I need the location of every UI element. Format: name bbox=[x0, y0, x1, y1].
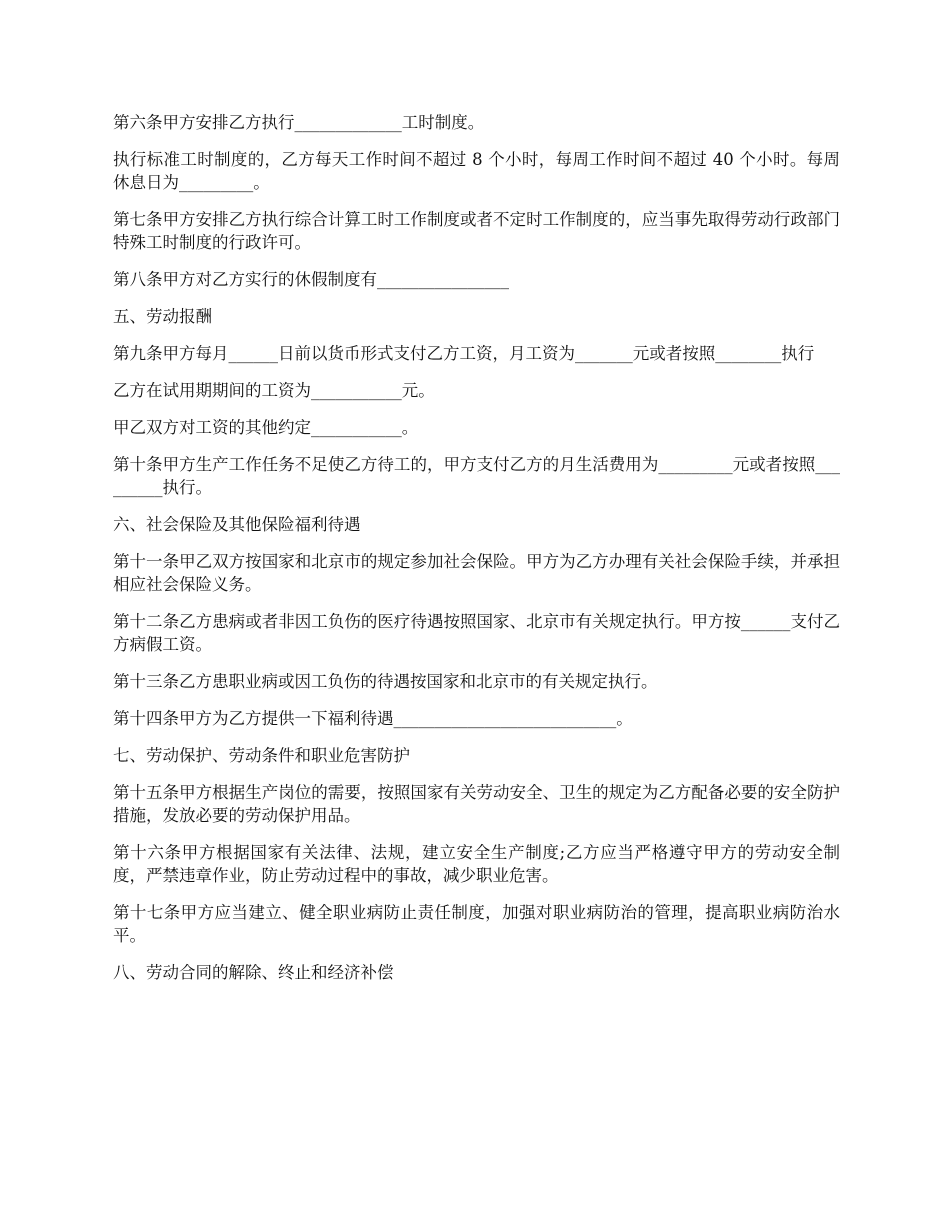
other-wage-agreement-paragraph: 甲乙双方对工资的其他约定___________。 bbox=[113, 418, 419, 437]
document-body bbox=[113, 111, 840, 998]
article-13-occupational-injury: 第十三条乙方患职业病或因工负伤的待遇按国家和北京市的有关规定执行。 bbox=[113, 672, 658, 691]
section-8-heading: 八、劳动合同的解除、终止和经济补偿 bbox=[113, 963, 394, 982]
article-7-special-hours: 第七条甲方安排乙方执行综合计算工时工作制度或者不定时工作制度的，应当事先取得劳动行政部门特殊工时制度的行政许可。 bbox=[113, 210, 840, 252]
article-16-safety-system: 第十六条甲方根据国家有关法律、法规，建立安全生产制度;乙方应当严格遵守甲方的劳动安全制度，严禁违章作业，防止劳动过程中的事故，减少职业危害。 bbox=[113, 843, 840, 885]
article-14-benefits: 第十四条甲方为乙方提供一下福利待遇___________________________。 bbox=[113, 709, 633, 728]
article-9-wages: 第九条甲方每月______日前以货币形式支付乙方工资，月工资为_______元或者按照________执行 bbox=[113, 344, 815, 363]
section-5-heading: 五、劳动报酬 bbox=[113, 307, 212, 326]
article-8-leave-system: 第八条甲方对乙方实行的休假制度有________________ bbox=[113, 270, 509, 289]
article-11-social-insurance: 第十一条甲乙双方按国家和北京市的规定参加社会保险。甲方为乙方办理有关社会保险手续，并承担相应社会保险义务。 bbox=[113, 552, 840, 594]
section-7-heading: 七、劳动保护、劳动条件和职业危害防护 bbox=[113, 746, 410, 765]
article-6-work-hours: 第六条甲方安排乙方执行_____________工时制度。 bbox=[113, 113, 485, 132]
article-15-protective-equipment: 第十五条甲方根据生产岗位的需要，按照国家有关劳动安全、卫生的规定为乙方配备必要的安全防护措施，发放必要的劳动保护用品。 bbox=[113, 783, 840, 825]
article-10-idle-pay: 第十条甲方生产工作任务不足使乙方待工的，甲方支付乙方的月生活费用为_________元或者按照_________执行。 bbox=[113, 455, 840, 497]
section-6-heading: 六、社会保险及其他保险福利待遇 bbox=[113, 515, 361, 534]
standard-hours-paragraph: 执行标准工时制度的，乙方每天工作时间不超过 8 个小时，每周工作时间不超过 40 个小时。每周休息日为_________。 bbox=[113, 150, 840, 192]
article-12-sick-leave: 第十二条乙方患病或者非因工负伤的医疗待遇按照国家、北京市有关规定执行。甲方按______支付乙方病假工资。 bbox=[113, 612, 840, 654]
probation-wage-paragraph: 乙方在试用期期间的工资为___________元。 bbox=[113, 381, 435, 400]
article-17-occupational-disease: 第十七条甲方应当建立、健全职业病防止责任制度，加强对职业病防治的管理，提高职业病防治水平。 bbox=[113, 903, 840, 945]
